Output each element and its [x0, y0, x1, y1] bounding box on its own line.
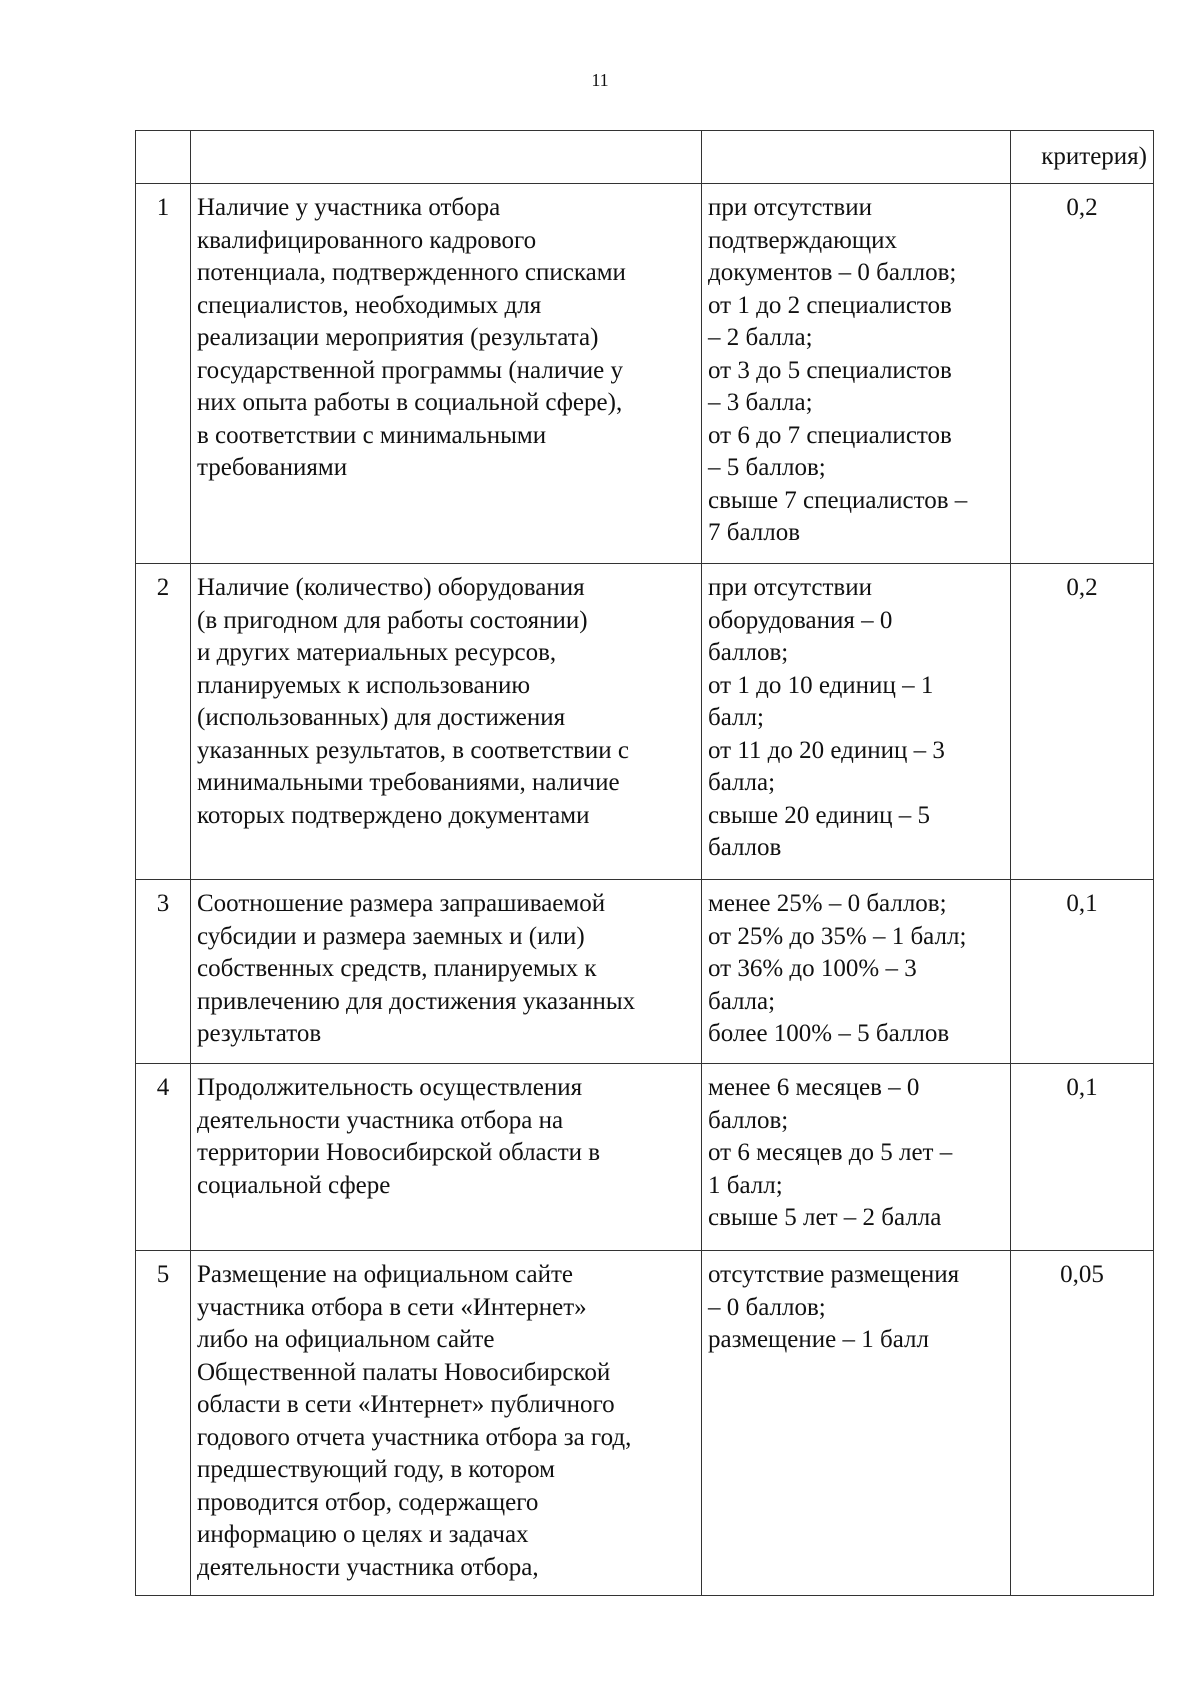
criterion-scale-line: отсутствие размещения	[708, 1261, 960, 1288]
criterion-scale-line: баллов	[708, 834, 782, 861]
header-weight-cell: критерия)	[1011, 131, 1154, 184]
criterion-scale-line: баллов;	[708, 639, 789, 666]
criterion-scale-line: при отсутствии	[708, 574, 872, 601]
criterion-name-line: Общественной палаты Новосибирской	[197, 1358, 611, 1386]
criterion-scale-line: свыше 7 специалистов –	[708, 486, 968, 514]
criterion-name-line: социальной сфере	[197, 1171, 391, 1199]
criterion-scale-line: – 2 балла;	[708, 324, 813, 351]
criterion-scale-line: 7 баллов	[708, 519, 801, 546]
criterion-scale-line: при отсутствии	[708, 194, 872, 221]
criterion-name-line: участника отбора в сети «Интернет»	[197, 1293, 587, 1321]
table-row	[136, 184, 1154, 564]
criterion-scale-line: от 25% до 35% – 1 балл;	[708, 922, 967, 950]
criterion-weight: 0,05	[1011, 1251, 1154, 1596]
criterion-name-line: планируемых к использованию	[197, 671, 531, 699]
criterion-name-line: (использованных) для достижения	[197, 704, 566, 731]
page-number: 11	[591, 70, 609, 90]
criterion-name	[191, 564, 702, 880]
criterion-scale-line: 1 балл;	[708, 1171, 783, 1199]
header-name-cell	[191, 131, 702, 184]
criterion-scale-line: балла;	[708, 987, 776, 1015]
criterion-name-line: и других материальных ресурсов,	[197, 639, 557, 666]
criterion-scale-line: от 6 до 7 специалистов	[708, 421, 952, 449]
criterion-scale-line: от 3 до 5 специалистов	[708, 356, 952, 384]
criterion-name-line: результатов	[197, 1020, 322, 1047]
table-row	[136, 1064, 1154, 1251]
criterion-name-line: Наличие (количество) оборудования	[197, 574, 585, 601]
header-scale-cell	[702, 131, 1011, 184]
criterion-name-line: в соответствии с минимальными	[197, 421, 547, 449]
table-header-continuation-row	[136, 131, 1154, 184]
criterion-scale-line: балл;	[708, 704, 764, 731]
criterion-scale-line: от 11 до 20 единиц – 3	[708, 736, 945, 764]
table-row	[136, 880, 1154, 1064]
criterion-name-line: которых подтверждено документами	[197, 801, 590, 829]
criterion-scale-line: подтверждающих	[708, 226, 897, 254]
criterion-number: 5	[136, 1251, 191, 1596]
criterion-name	[191, 880, 702, 1064]
criteria-table	[135, 130, 1154, 1596]
criterion-name-line: субсидии и размера заемных и (или)	[197, 922, 585, 950]
criterion-name-line: Соотношение размера запрашиваемой	[197, 890, 606, 917]
criterion-scale	[702, 1064, 1011, 1251]
table-row	[136, 564, 1154, 880]
criterion-weight: 0,1	[1011, 880, 1154, 1064]
criterion-name-line: Продолжительность осуществления	[197, 1074, 583, 1101]
criterion-name-line: них опыта работы в социальной сфере),	[197, 389, 623, 416]
criterion-name-line: указанных результатов, в соответствии с	[197, 736, 629, 764]
criterion-name-line: (в пригодном для работы состоянии)	[197, 606, 588, 634]
criterion-scale-line: менее 6 месяцев – 0	[708, 1074, 920, 1101]
criterion-scale-line: менее 25% – 0 баллов;	[708, 890, 947, 917]
criterion-name-line: Наличие у участника отбора	[197, 194, 501, 221]
criterion-name-line: собственных средств, планируемых к	[197, 955, 597, 982]
criterion-name-line: территории Новосибирской области в	[197, 1139, 601, 1166]
criterion-name-line: годового отчета участника отбора за год,	[197, 1423, 632, 1451]
criterion-number: 1	[136, 184, 191, 564]
criterion-number: 4	[136, 1064, 191, 1251]
criterion-number: 3	[136, 880, 191, 1064]
criterion-weight: 0,2	[1011, 564, 1154, 880]
criterion-scale-line: от 6 месяцев до 5 лет –	[708, 1139, 953, 1166]
criterion-name-line: деятельности участника отбора на	[197, 1106, 564, 1134]
criterion-name	[191, 1064, 702, 1251]
criterion-name-line: государственной программы (наличие у	[197, 356, 624, 384]
criterion-scale	[702, 184, 1011, 564]
criterion-name	[191, 1251, 702, 1596]
criterion-name-line: деятельности участника отбора,	[197, 1553, 539, 1581]
criterion-scale-line: балла;	[708, 769, 776, 796]
criterion-scale	[702, 880, 1011, 1064]
criterion-name-line: минимальными требованиями, наличие	[197, 769, 620, 796]
criterion-name-line: требованиями	[197, 454, 348, 481]
criterion-scale-line: – 5 баллов;	[708, 454, 826, 481]
criterion-name-line: проводится отбор, содержащего	[197, 1488, 539, 1516]
criterion-weight: 0,2	[1011, 184, 1154, 564]
criterion-name-line: привлечению для достижения указанных	[197, 987, 636, 1015]
criterion-scale-line: от 1 до 10 единиц – 1	[708, 671, 934, 699]
criterion-name-line: области в сети «Интернет» публичного	[197, 1391, 615, 1418]
criterion-scale-line: более 100% – 5 баллов	[708, 1020, 950, 1047]
criterion-scale	[702, 564, 1011, 880]
criterion-scale-line: размещение – 1 балл	[708, 1326, 929, 1353]
criterion-scale-line: свыше 5 лет – 2 балла	[708, 1204, 942, 1231]
criterion-name-line: специалистов, необходимых для	[197, 291, 542, 319]
criterion-scale-line: баллов;	[708, 1106, 789, 1134]
criterion-name-line: реализации мероприятия (результата)	[197, 324, 599, 351]
criterion-scale-line: от 36% до 100% – 3	[708, 955, 917, 982]
criterion-name-line: потенциала, подтвержденного списками	[197, 259, 626, 286]
criterion-scale-line: – 3 балла;	[708, 389, 813, 416]
criterion-weight: 0,1	[1011, 1064, 1154, 1251]
criterion-name-line: информацию о целях и задачах	[197, 1521, 529, 1548]
criterion-scale-line: – 0 баллов;	[708, 1293, 826, 1321]
table-row	[136, 1251, 1154, 1596]
criterion-scale-line: документов – 0 баллов;	[708, 259, 957, 286]
criterion-scale-line: оборудования – 0	[708, 606, 893, 634]
header-num-cell	[136, 131, 191, 184]
criterion-name-line: квалифицированного кадрового	[197, 226, 537, 254]
criterion-name-line: Размещение на официальном сайте	[197, 1261, 574, 1288]
criterion-scale-line: от 1 до 2 специалистов	[708, 291, 952, 319]
criterion-name-line: предшествующий году, в котором	[197, 1456, 555, 1483]
criterion-name-line: либо на официальном сайте	[197, 1326, 495, 1353]
criterion-scale	[702, 1251, 1011, 1596]
criterion-number: 2	[136, 564, 191, 880]
criterion-scale-line: свыше 20 единиц – 5	[708, 801, 931, 829]
criterion-name	[191, 184, 702, 564]
